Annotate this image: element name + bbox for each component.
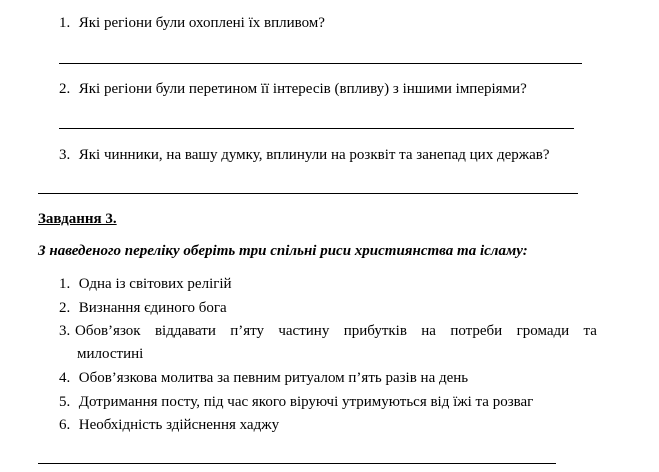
task-instruction: З наведеного переліку оберіть три спільні риси християнства та ісламу: [38,243,528,259]
question-2-number: 2. [59,81,71,97]
question-1-text: Які регіони були охоплені їх впливом? [78,15,325,31]
task-heading: Завдання 3. [38,211,117,227]
list-item-3-word: частину [278,323,330,339]
list-item-2-text: Визнання єдиного бога [78,300,227,316]
list-item-1-text: Одна із світових релігій [78,276,232,292]
question-3 [59,146,550,164]
list-item-3-text [75,322,597,340]
question-2 [59,80,527,98]
question-1 [59,14,325,32]
question-3-text: Які чинники, на вашу думку, вплинули на розквіт та занепад цих держав? [78,147,550,163]
answer-line-3[interactable] [38,193,578,194]
list-item-3-word: на [421,323,436,339]
list-item-3-continuation: милостині [77,346,144,362]
answer-line-4[interactable] [38,463,556,464]
list-item-3-word: п’яту [230,323,264,339]
list-item-5-number: 5. [59,394,71,410]
list-item-2 [59,299,227,317]
list-item-2-number: 2. [59,300,71,316]
list-item-3-number: 3. [59,323,71,339]
list-item-5 [59,393,533,411]
question-2-text: Які регіони були перетином її інтересів (впливу) з іншими імперіями? [78,81,527,97]
question-1-number: 1. [59,15,71,31]
list-item-1 [59,275,232,293]
list-item-3-word: потреби [450,323,503,339]
list-item-3-word: Обов’язок [75,323,141,339]
list-item-3-word: віддавати [154,323,216,339]
list-item-3 [59,322,597,340]
list-item-4 [59,369,468,387]
list-item-4-text: Обов’язкова молитва за певним ритуалом п’ять разів на день [78,370,469,386]
list-item-1-number: 1. [59,276,71,292]
list-item-5-text: Дотримання посту, під час якого віруючі утримуються від їжі та розваг [78,394,534,410]
list-item-6-number: 6. [59,417,71,433]
list-item-6-text: Необхідність здійснення хаджу [78,417,280,433]
list-item-3-word: прибутків [343,323,407,339]
list-item-3-word: та [583,323,597,339]
list-item-6 [59,416,279,434]
answer-line-1[interactable] [59,63,582,64]
list-item-3-word: громади [516,323,570,339]
list-item-4-number: 4. [59,370,71,386]
answer-line-2[interactable] [59,128,574,129]
question-3-number: 3. [59,147,71,163]
